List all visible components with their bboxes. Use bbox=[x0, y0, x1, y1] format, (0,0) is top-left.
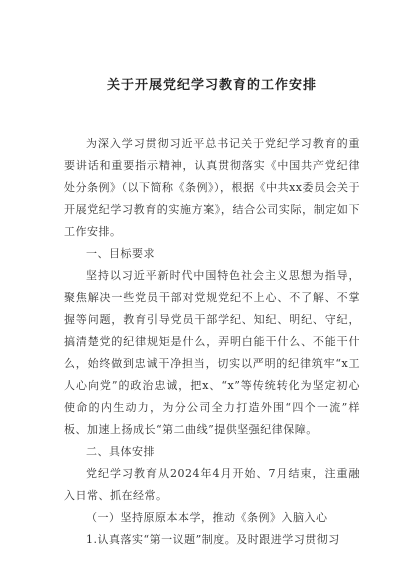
subsection1-heading: （一）坚持原原本本学，推动《条例》入脑入心 bbox=[86, 511, 328, 524]
section1-heading: 一、目标要求 bbox=[86, 247, 155, 260]
section2-body: 党纪学习教育从2024年4月开始、7月结束，注重融入日常、抓在经常。 bbox=[64, 467, 360, 502]
intro-paragraph: 为深入学习贯彻习近平总书记关于党纪学习教育的重要讲话和重要指示精神，认真贯彻落实《中国共产党纪律处分条例》（以下简称《条例》），根据《中共xx委员会关于开展党纪学习教育的实施方案》，结合公司实际，制定如下工作安排。 bbox=[64, 137, 360, 238]
section1-body: 坚持以习近平新时代中国特色社会主义思想为指导，聚焦解决一些党员干部对党规党纪不上心、不了解、不掌握等问题，教育引导党员干部学纪、知纪、明纪、守纪，搞清楚党的纪律规矩是什么，弄明白能干什么、不能干什么，始终做到忠诚干净担当，切实以严明的纪律筑牢“x工人心向党”的政治忠诚，把x、“x”等传统转化为坚定初心使命的内生动力，为分公司全力打造外围“四个一流”样板、加速上扬成长“第二曲线”提供坚强纪律保障。 bbox=[64, 269, 360, 436]
section2-heading: 二、具体安排 bbox=[86, 445, 155, 458]
item1-text: 1.认真落实“第一议题”制度。及时跟进学习贯彻习 bbox=[86, 533, 340, 546]
document-title: 关于开展党纪学习教育的工作安排 bbox=[106, 78, 317, 93]
